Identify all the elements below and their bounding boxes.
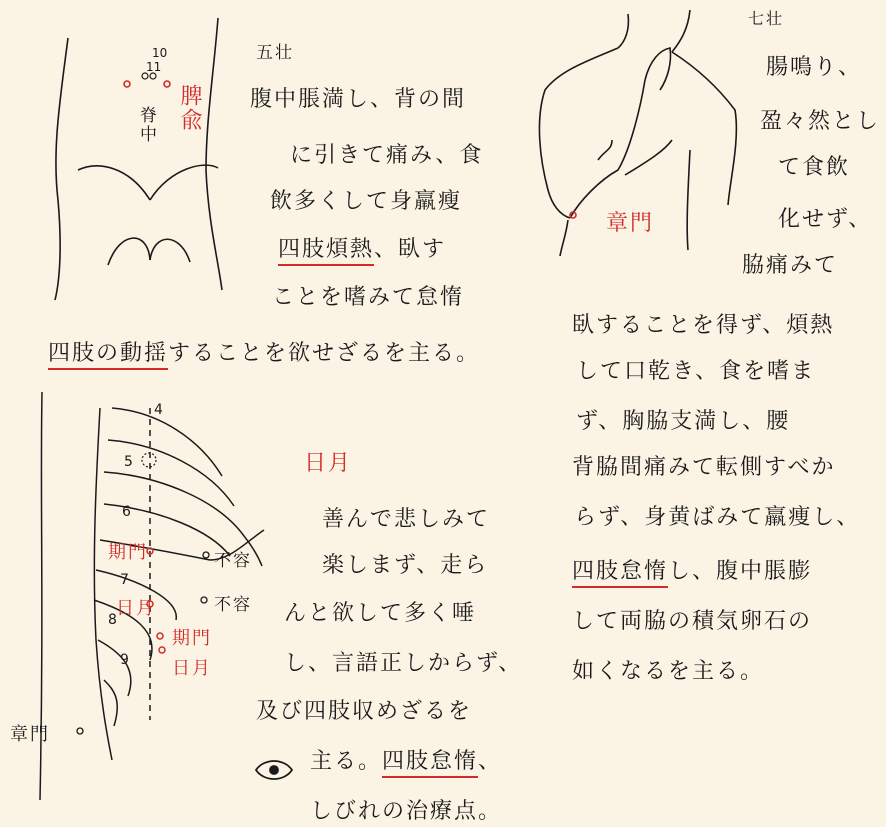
rib-number-5: 5 xyxy=(124,454,133,470)
nanasou-underline-shishi-taida: 四肢怠惰 xyxy=(572,559,668,588)
nanasou-line-1: 腸鳴り、 xyxy=(766,55,863,80)
nichigetsu-line-3: んと欲して多く唾 xyxy=(284,601,477,626)
label-shomon-arm: 章門 xyxy=(606,211,655,236)
nanasou-line-2: 盈々然とし xyxy=(760,109,881,134)
nichigetsu-line-5: 及び四肢収めざるを xyxy=(256,699,473,724)
gosou-line-2: に引きて痛み、食 xyxy=(290,143,484,168)
nichigetsu-final: しびれの治療点。 xyxy=(310,799,503,824)
rib-number-7: 7 xyxy=(120,572,129,588)
heading-nichigetsu: 日月 xyxy=(304,451,353,476)
label-kimon: 期門 xyxy=(108,542,148,563)
vertebra-number-10: 10 xyxy=(152,46,168,60)
label-hiyu: 脾兪 xyxy=(177,84,202,132)
label-kimon-2: 期門 xyxy=(172,628,212,649)
nanasou-line-3: て食飲 xyxy=(778,155,851,180)
gosou-underline-shishi-hannetsu: 四肢煩熱 xyxy=(278,237,374,266)
nichigetsu-line-4: し、言語正しからず、 xyxy=(284,651,523,676)
label-nichigetsu-2: 日月 xyxy=(172,658,212,679)
vertebra-number-11: 11 xyxy=(146,60,162,74)
nichigetsu-line-6-prefix: 主る。 xyxy=(310,749,383,774)
nichigetsu-line-2: 楽しまず、走ら xyxy=(322,553,489,578)
label-shomon-side: 章門 xyxy=(10,724,50,745)
heading-gosou: 五壮 xyxy=(256,43,294,63)
rib-number-9: 9 xyxy=(120,652,129,668)
nanasou-tail-1: して両脇の積気卵石の xyxy=(572,609,813,634)
nichigetsu-line-6-rest: 、 xyxy=(478,749,503,774)
label-sekichu: 脊中 xyxy=(136,106,156,144)
rib-number-8: 8 xyxy=(108,612,117,628)
gosou-line-6-rest: することを欲せざるを主る。 xyxy=(168,341,481,366)
gosou-line-1: 腹中脹満し、背の間 xyxy=(250,87,467,112)
gosou-underline-shishi-douyou: 四肢の動揺 xyxy=(48,341,168,370)
nichigetsu-underline-shishi-taida: 四肢怠惰 xyxy=(382,749,478,778)
nanasou-body-6-rest: し、腹中脹膨 xyxy=(668,559,813,584)
rib-number-6: 6 xyxy=(122,504,131,520)
nanasou-body-1: 臥することを得ず、煩熱 xyxy=(572,313,835,338)
nanasou-body-3: ず、胸脇支満し、腰 xyxy=(576,409,791,434)
label-fuyo-2: 不容 xyxy=(214,595,252,615)
label-fuyo-1: 不容 xyxy=(214,551,252,571)
nanasou-body-2: して口乾き、食を嗜ま xyxy=(576,359,816,384)
gosou-line-4-rest: 、臥す xyxy=(374,237,447,262)
rib-number-4: 4 xyxy=(154,402,163,418)
nanasou-body-4: 背脇間痛みて転側すべか xyxy=(572,455,836,480)
nanasou-body-5: らず、身黄ばみて羸痩し、 xyxy=(574,505,861,530)
heading-nanasou: 七壮 xyxy=(748,9,785,28)
gosou-line-5: ことを嗜みて怠惰 xyxy=(272,285,465,310)
nichigetsu-line-1: 善んで悲しみて xyxy=(322,507,491,532)
label-nichigetsu-small: 日月 xyxy=(116,598,156,619)
nanasou-line-5: 脇痛みて xyxy=(742,253,839,278)
nanasou-line-4: 化せず、 xyxy=(778,207,873,232)
gosou-line-3: 飲多くして身羸瘦 xyxy=(270,189,463,214)
nanasou-tail-2: 如くなるを主る。 xyxy=(572,659,765,684)
